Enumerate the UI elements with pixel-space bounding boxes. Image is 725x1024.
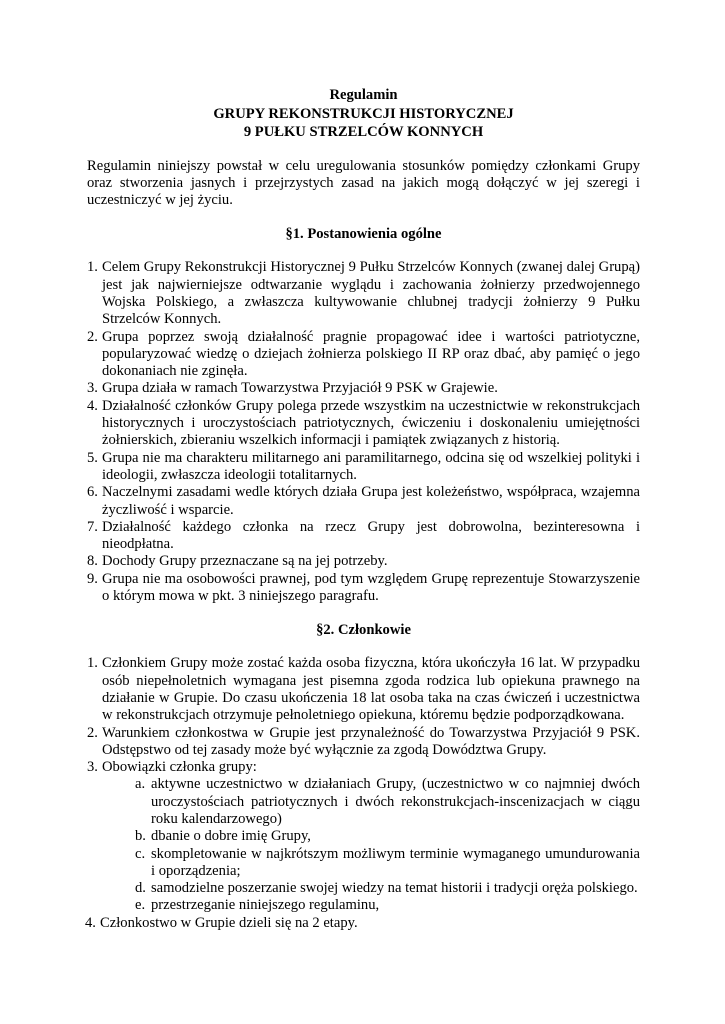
list-item — [87, 450, 640, 485]
item-text: Celem Grupy Rekonstrukcji Historycznej 9 Pułku Strzelców Konnych (zwanej dalej Grupą) jest jak najwierniejsze odtwarzanie wyglądu i zachowania żołnierzy przedwojennego Wojska Polskiego, a zwłaszcza kultywowanie chlubnej tradycji żołnierzy 9 Pułku Strzelców Konnych. — [102, 259, 640, 328]
sub-item-text: skompletowanie w najkrótszym możliwym terminie wymaganego umundurowania i oporządzenia; — [151, 845, 640, 879]
section2-heading: §2. Członkowie — [316, 622, 411, 639]
sub-item-letter: a. — [135, 776, 146, 793]
intro-paragraph: Regulamin niniejszy powstał w celu uregulowania stosunków pomiędzy członkami Grupy oraz stworzenia jasnych i przejrzystych zasad na jakich mogą dołączyć w jej szeregi i uczestniczyć w jej życiu. — [87, 157, 640, 209]
section2-list — [87, 655, 640, 932]
title-line-1: Regulamin — [329, 87, 398, 103]
list-item — [87, 259, 640, 328]
section1-heading: §1. Postanowienia ogólne — [285, 226, 442, 243]
list-item — [87, 553, 640, 570]
item-text: Warunkiem członkostwa w Grupie jest przynależność do Towarzystwa Przyjaciół 9 PSK. Odstępstwo od tej zasady może być wyłącznie za zgodą Dowództwa Grupy. — [102, 724, 640, 758]
item-text: Grupa poprzez swoją działalność pragnie propagować idee i wartości patriotyczne, popularyzować wiedzę o dziejach żołnierza polskiego II RP oraz dbać, aby pamięć o jego dokonaniach nie zginęła. — [102, 328, 640, 380]
sub-list-item — [102, 880, 640, 897]
sub-item-letter: e. — [135, 897, 146, 914]
list-item — [87, 380, 640, 397]
sub-item-text: przestrzeganie niniejszego regulaminu, — [151, 897, 380, 914]
list-item — [87, 725, 640, 760]
sub-item-text: aktywne uczestnictwo w działaniach Grupy, (uczestnictwo w co najmniej dwóch uroczystościach patriotycznych i dwóch rekonstrukcjach-inscenizacjach w ciągu roku kalendarzowego) — [151, 776, 640, 827]
item-text: Grupa nie ma charakteru militarnego ani paramilitarnego, odcina się od wszelkiej polityki i ideologii, zwłaszcza ideologii totalitarnych. — [102, 449, 640, 483]
item-number: 4. — [85, 914, 96, 931]
list-item — [87, 484, 640, 519]
duties-list — [102, 776, 640, 914]
item-number: 2. — [87, 328, 98, 345]
list-item — [87, 759, 640, 915]
item-number: 6. — [87, 484, 98, 501]
sub-list-item — [102, 828, 640, 845]
sub-list-item — [102, 897, 640, 914]
list-item — [87, 398, 640, 450]
item-number: 7. — [87, 518, 98, 535]
sub-item-letter: c. — [135, 845, 146, 862]
item-text: Działalność członków Grupy polega przede wszystkim na uczestnictwie w rekonstrukcjach historycznych i uroczystościach patriotycznych, ćwiczeniu i doskonaleniu umiejętności żołnierskich, zbieraniu wszelkich informacji i pamiątek związanych z historią. — [102, 397, 640, 449]
document-title — [87, 86, 640, 142]
sub-item-text: samodzielne poszerzanie swojej wiedzy na temat historii i tradycji oręża polskiego. — [151, 880, 638, 897]
item-number: 3. — [87, 759, 98, 776]
item-number: 1. — [87, 259, 98, 276]
list-item — [87, 519, 640, 554]
list-item — [87, 329, 640, 381]
item-text: Obowiązki członka grupy: — [102, 759, 257, 776]
item-text: Członkiem Grupy może zostać każda osoba fizyczna, która ukończyła 16 lat. W przypadku osób niepełnoletnich wymagana jest pisemna zgoda rodzica lub opiekuna prawnego na działanie w Grupie. Do czasu ukończenia 18 lat osoba taka na czas ćwiczeń i uczestnictwa w rekonstrukcjach otrzymuje pełnoletniego opiekuna, któremu będzie podporządkowana. — [102, 655, 640, 724]
section1-list — [87, 259, 640, 605]
sub-item-letter: b. — [135, 828, 146, 845]
item-number: 1. — [87, 655, 98, 672]
item-number: 8. — [87, 553, 98, 570]
item-number: 5. — [87, 449, 98, 466]
item-number: 4. — [87, 397, 98, 414]
item-number: 2. — [87, 724, 98, 741]
list-item — [87, 571, 640, 606]
item-text: Działalność każdego członka na rzecz Grupy jest dobrowolna, bezinteresowna i nieodpłatna. — [102, 518, 640, 553]
document-page — [87, 86, 640, 932]
item-number: 9. — [87, 570, 98, 587]
item-text: Grupa nie ma osobowości prawnej, pod tym względem Grupę reprezentuje Stowarzyszenie o którym mowa w pkt. 3 niniejszego paragrafu. — [102, 570, 640, 605]
item-text: Grupa działa w ramach Towarzystwa Przyjaciół 9 PSK w Grajewie. — [102, 380, 498, 397]
item-text: Naczelnymi zasadami wedle których działa Grupa jest koleżeństwo, współpraca, wzajemna życzliwość i wsparcie. — [102, 484, 640, 518]
item-number: 3. — [87, 380, 98, 397]
list-item — [87, 655, 640, 724]
title-line-3: 9 PUŁKU STRZELCÓW KONNYCH — [243, 124, 484, 140]
list-item — [85, 915, 640, 932]
sub-item-letter: d. — [135, 880, 146, 897]
title-line-2: GRUPY REKONSTRUKCJI HISTORYCZNEJ — [213, 105, 514, 122]
item-text: Członkostwo w Grupie dzieli się na 2 etapy. — [100, 914, 358, 931]
sub-list-item — [102, 776, 640, 828]
item-text: Dochody Grupy przeznaczane są na jej potrzeby. — [102, 553, 388, 570]
sub-item-text: dbanie o dobre imię Grupy, — [151, 828, 311, 845]
sub-list-item — [102, 846, 640, 881]
